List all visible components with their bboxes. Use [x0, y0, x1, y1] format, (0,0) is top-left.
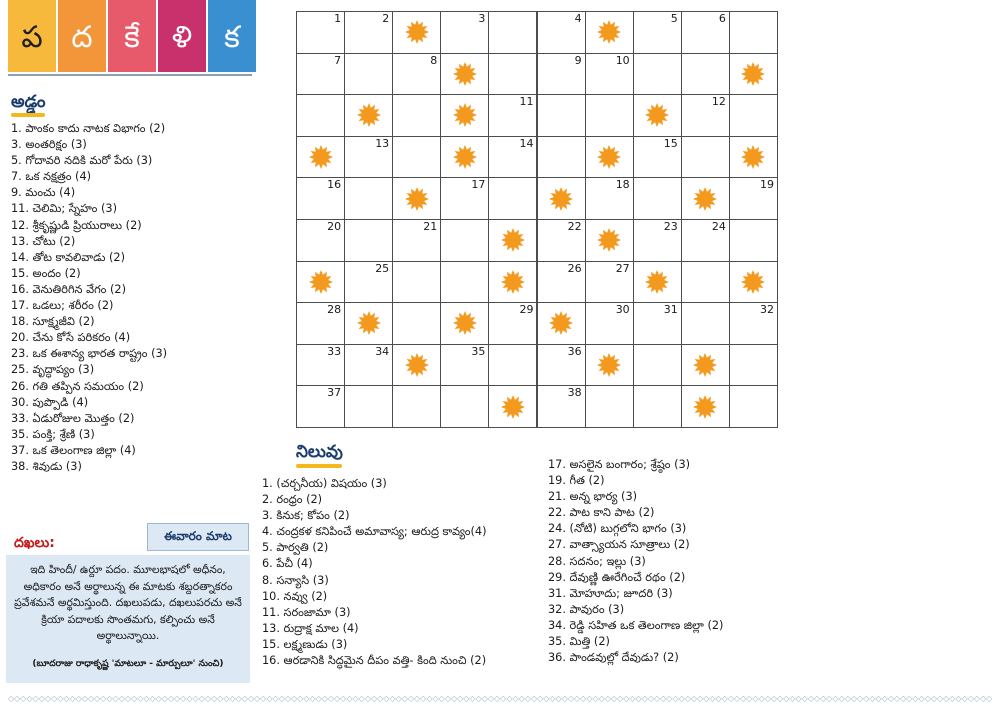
sun-star-icon: [549, 311, 573, 335]
grid-cell[interactable]: [537, 344, 586, 387]
grid-cell[interactable]: [681, 219, 730, 262]
title-tile: ప: [8, 0, 56, 72]
blocked-cell: [585, 219, 634, 262]
grid-cell[interactable]: [392, 94, 441, 137]
grid-cell[interactable]: [344, 11, 393, 54]
cell-number: 30: [615, 303, 630, 317]
sun-star-icon: [597, 353, 621, 377]
clue-item: 31. మోహూదు; జూదరి (3): [548, 586, 673, 600]
clue-item: 6. పేచీ (4): [262, 557, 313, 571]
clue-item: 11. సరంజామా (3): [262, 605, 351, 619]
cell-number: 33: [327, 344, 342, 358]
sun-star-icon: [597, 145, 621, 169]
cell-number: 27: [615, 261, 630, 275]
clue-item: 3. అంతరిక్షం (3): [11, 138, 87, 152]
clue-item: 34. రెడ్డి సహిత ఒక తెలంగాణ జిల్లా (2): [548, 618, 724, 632]
grid-cell[interactable]: [344, 344, 393, 387]
grid-cell[interactable]: [488, 94, 537, 137]
cell-number: 22: [567, 220, 582, 233]
grid-cell[interactable]: [633, 136, 682, 179]
grid-cell[interactable]: [296, 53, 345, 96]
sun-star-icon: [741, 270, 765, 294]
cell-number: 4: [574, 12, 582, 25]
cell-number: 19: [759, 178, 774, 192]
grid-cell[interactable]: [633, 302, 682, 345]
cell-number: 26: [567, 261, 582, 275]
decorative-bottom-border: ◇◇◇◇◇◇◇◇◇◇◇◇◇◇◇◇◇◇◇◇◇◇◇◇◇◇◇◇◇◇◇◇◇◇◇◇◇◇◇◇◇◇◇◇◇◇◇◇◇◇◇◇◇◇◇◇◇◇◇◇◇◇◇◇◇◇◇◇◇◇◇◇◇◇◇◇◇◇◇◇◇◇◇◇◇◇◇◇◇◇◇◇◇◇◇◇◇◇◇◇◇◇◇◇◇◇◇◇◇◇◇◇◇◇◇◇◇◇◇◇◇◇◇◇◇◇◇◇◇◇◇◇◇◇◇◇◇◇◇◇◇◇◇◇◇◇◇◇◇◇◇◇◇◇◇◇◇◇◇◇: [8, 694, 992, 703]
grid-cell[interactable]: [729, 385, 778, 428]
cell-number: 20: [327, 220, 342, 233]
clue-item: 38. శివుడు (3): [11, 459, 82, 473]
grid-cell[interactable]: [633, 385, 682, 428]
cell-number: 17: [471, 178, 486, 192]
clue-item: 19. గీత (2): [548, 474, 605, 488]
grid-cell[interactable]: [633, 219, 682, 262]
clue-item: 8. సన్యాసి (3): [262, 573, 329, 587]
clue-item: 5. గోదావరి నదికి మరో పేరు (3): [11, 154, 153, 168]
clue-item: 14. తోట కావలివాడు (2): [11, 250, 126, 264]
word-box-title: దఖలు:: [14, 535, 55, 551]
grid-cell[interactable]: [537, 11, 586, 54]
clue-item: 30. పుప్పొడి (4): [11, 395, 89, 409]
cell-number: 9: [574, 53, 582, 67]
grid-cell[interactable]: [537, 385, 586, 428]
down-clue-list-2: [548, 457, 723, 666]
grid-cell[interactable]: [729, 219, 778, 262]
across-heading: అడ్డం: [11, 92, 46, 112]
grid-cell[interactable]: [585, 385, 634, 428]
blocked-cell: [440, 94, 489, 137]
word-box-tab: ఈవారం మాట: [147, 523, 249, 551]
grid-cell[interactable]: [296, 219, 345, 262]
sun-star-icon: [453, 62, 477, 86]
cell-number: 6: [718, 12, 726, 25]
clue-item: 1. (చర్చనీయ) విషయం (3): [262, 477, 387, 490]
grid-cell[interactable]: [729, 344, 778, 387]
clue-item: 15. లక్ష్మణుడు (3): [262, 637, 348, 651]
grid-cell[interactable]: [488, 53, 537, 96]
blocked-cell: [488, 261, 537, 304]
clue-item: 25. వృద్ధాప్యం (3): [11, 363, 95, 377]
word-box-text: ఇది హిందీ/ ఉర్దూ పదం. మూలభాషలో అధీనం, అధికారం అనే అర్థాలున్న ఈ మాటకు శబ్దరత్నాకరం ప్రవేశమనే అర్థమిస్తుంది. దఖలుపడు, దఖలుపరచు అనే క్రియా పదాలకు సొంతమగు, కల్పించు అనే అర్థాలున్నాయి.: [14, 563, 242, 642]
clue-item: 17. అసలైన బంగారం; శ్రేష్ఠం (3): [548, 458, 691, 471]
blocked-cell: [585, 344, 634, 387]
clue-item: 26. గతి తప్పిన సమయం (2): [11, 379, 144, 393]
grid-cell[interactable]: [344, 385, 393, 428]
grid-cell[interactable]: [633, 344, 682, 387]
sun-star-icon: [309, 270, 333, 294]
clue-item: 29. దేవుణ్ణి ఊరేగించే రథం (2): [548, 570, 686, 584]
clue-item: 23. ఒక ఈశాన్య భారత రాష్ట్రం (3): [11, 347, 168, 361]
blocked-cell: [633, 94, 682, 137]
grid-cell[interactable]: [681, 261, 730, 304]
blocked-cell: [681, 177, 730, 220]
grid-cell[interactable]: [296, 177, 345, 220]
grid-cell[interactable]: [729, 302, 778, 345]
grid-cell[interactable]: [633, 53, 682, 96]
cell-number: 24: [711, 220, 726, 233]
grid-cell[interactable]: [344, 53, 393, 96]
grid-cell[interactable]: [537, 53, 586, 96]
blocked-cell: [585, 11, 634, 54]
cell-number: 38: [567, 386, 582, 400]
sun-star-icon: [309, 145, 333, 169]
sun-star-icon: [693, 353, 717, 377]
cell-number: 32: [759, 303, 774, 317]
grid-cell[interactable]: [537, 136, 586, 179]
sun-star-icon: [501, 395, 525, 419]
clue-item: 27. వాత్స్యాయన సూత్రాలు (2): [548, 538, 690, 552]
grid-cell[interactable]: [440, 177, 489, 220]
clue-item: 4. చంద్రకళ కనిపించే అమావాస్య; ఆరుద్ర కావ్యం(4): [262, 525, 487, 539]
cell-number: 8: [430, 53, 438, 67]
blocked-cell: [344, 302, 393, 345]
grid-cell[interactable]: [344, 261, 393, 304]
blocked-cell: [729, 53, 778, 96]
blocked-cell: [729, 261, 778, 304]
across-clue-list: [11, 121, 167, 475]
clue-item: 3. కినుక; కోపం (2): [262, 509, 350, 523]
grid-cell[interactable]: [488, 136, 537, 179]
grid-cell[interactable]: [392, 385, 441, 428]
clue-item: 28. సదనం; ఇల్లు (3): [548, 554, 646, 568]
blocked-cell: [392, 11, 441, 54]
cell-number: 28: [327, 303, 342, 317]
blocked-cell: [488, 219, 537, 262]
grid-cell[interactable]: [681, 136, 730, 179]
grid-cell[interactable]: [392, 219, 441, 262]
cell-number: 1: [334, 12, 342, 25]
grid-cell[interactable]: [681, 11, 730, 54]
grid-cell[interactable]: [344, 136, 393, 179]
clue-item: 22. పాట కాని పాట (2): [548, 506, 655, 520]
clue-item: 36. పాండవుల్లో దేవుడు? (2): [548, 651, 679, 665]
sun-star-icon: [501, 228, 525, 252]
sun-star-icon: [357, 103, 381, 127]
blocked-cell: [681, 385, 730, 428]
word-box-citation: (బూదరాజు రాధాకృష్ణ 'మాటలూ - మార్పులూ' నుంచి): [32, 659, 224, 669]
clue-item: 20. చేను కోసే పరికరం (4): [11, 331, 131, 345]
clue-item: 18. సూక్ష్మజీవి (2): [11, 315, 95, 329]
sun-star-icon: [405, 187, 429, 211]
sun-star-icon: [693, 187, 717, 211]
clue-item: 5. పార్వతి (2): [262, 541, 329, 555]
grid-cell[interactable]: [488, 11, 537, 54]
cell-number: 5: [670, 12, 678, 25]
blocked-cell: [440, 136, 489, 179]
grid-cell[interactable]: [440, 11, 489, 54]
cell-number: 11: [519, 95, 534, 109]
clue-item: 35. మిత్తి (2): [548, 635, 610, 649]
sun-star-icon: [693, 395, 717, 419]
clue-item: 7. ఒక నక్షత్రం (4): [11, 170, 92, 184]
grid-cell[interactable]: [633, 177, 682, 220]
cell-number: 18: [615, 178, 630, 192]
blocked-cell: [537, 302, 586, 345]
down-heading-underline: [296, 464, 342, 468]
clue-item: 32. పావురం (3): [548, 602, 625, 616]
clue-item: 17. ఒడలు; శరీరం (2): [11, 299, 114, 313]
grid-cell[interactable]: [488, 177, 537, 220]
grid-cell[interactable]: [296, 11, 345, 54]
clue-item: 9. మంచు (4): [11, 186, 76, 200]
grid-cell[interactable]: [392, 302, 441, 345]
grid-cell[interactable]: [537, 94, 586, 137]
cell-number: 37: [327, 386, 342, 400]
clue-item: 1. పాంకం కాదు నాటక విభాగం (2): [11, 122, 166, 135]
grid-cell[interactable]: [585, 302, 634, 345]
grid-cell[interactable]: [488, 344, 537, 387]
blocked-cell: [440, 53, 489, 96]
blocked-cell: [585, 136, 634, 179]
sun-star-icon: [741, 145, 765, 169]
title-tiles: [8, 0, 258, 72]
cell-number: 10: [615, 53, 630, 67]
sun-star-icon: [501, 270, 525, 294]
sun-star-icon: [597, 20, 621, 44]
grid-cell[interactable]: [729, 11, 778, 54]
cell-number: 7: [334, 53, 342, 67]
cell-number: 21: [423, 220, 438, 233]
grid-cell[interactable]: [440, 385, 489, 428]
grid-cell[interactable]: [392, 53, 441, 96]
clue-item: 37. ఒక తెలంగాణ జిల్లా (4): [11, 443, 136, 457]
clue-item: 12. శ్రీకృష్ణుడి ప్రియురాలు (2): [11, 218, 142, 232]
clue-item: 16. వెనుతిరిగిన వేగం (2): [11, 282, 127, 296]
grid-cell[interactable]: [585, 261, 634, 304]
blocked-cell: [296, 261, 345, 304]
grid-cell[interactable]: [488, 302, 537, 345]
grid-cell[interactable]: [681, 94, 730, 137]
grid-cell[interactable]: [729, 94, 778, 137]
grid-cell[interactable]: [440, 344, 489, 387]
grid-cell[interactable]: [440, 219, 489, 262]
sun-star-icon: [741, 62, 765, 86]
blocked-cell: [296, 136, 345, 179]
cell-number: 36: [567, 344, 582, 358]
grid-cell[interactable]: [633, 11, 682, 54]
clue-item: 33. ఏడురోజుల మొత్తం (2): [11, 411, 135, 425]
clue-item: 10. నవ్వు (2): [262, 589, 328, 603]
grid-cell[interactable]: [392, 136, 441, 179]
blocked-cell: [392, 344, 441, 387]
grid-cell[interactable]: [392, 261, 441, 304]
sun-star-icon: [405, 20, 429, 44]
blocked-cell: [537, 177, 586, 220]
grid-cell[interactable]: [729, 177, 778, 220]
cell-number: 35: [471, 344, 486, 358]
cell-number: 34: [375, 344, 390, 358]
sun-star-icon: [645, 270, 669, 294]
sun-star-icon: [453, 311, 477, 335]
down-heading: నిలువు: [296, 442, 343, 462]
sun-star-icon: [357, 311, 381, 335]
clue-item: 13. చోటు (2): [11, 234, 76, 248]
sun-star-icon: [645, 103, 669, 127]
grid-cell[interactable]: [585, 53, 634, 96]
grid-cell[interactable]: [296, 302, 345, 345]
cell-number: 23: [663, 220, 678, 233]
grid-cell[interactable]: [344, 219, 393, 262]
sun-star-icon: [453, 103, 477, 127]
clue-item: 21. అన్న భార్య (3): [548, 490, 638, 504]
clue-item: 2. రంధ్రం (2): [262, 493, 323, 507]
grid-cell[interactable]: [296, 385, 345, 428]
sun-star-icon: [453, 145, 477, 169]
blocked-cell: [729, 136, 778, 179]
cell-number: 31: [663, 303, 678, 317]
clue-item: 11. చెలిమి; స్నేహం (3): [11, 202, 117, 216]
grid-cell[interactable]: [681, 302, 730, 345]
grid-cell[interactable]: [537, 219, 586, 262]
blocked-cell: [488, 385, 537, 428]
down-clue-list-1: [262, 476, 487, 669]
grid-cell[interactable]: [440, 261, 489, 304]
grid-cell[interactable]: [585, 177, 634, 220]
clue-item: 13. రుద్రాక్ష మాల (4): [262, 621, 359, 635]
clue-item: 24. (నోటి) బుగ్గలోని భాగం (3): [548, 522, 687, 536]
title-tile: క: [208, 0, 256, 72]
title-divider: [8, 74, 252, 76]
cell-number: 29: [519, 303, 534, 317]
title-tile: ళి: [158, 0, 206, 72]
blocked-cell: [440, 302, 489, 345]
grid-cell[interactable]: [537, 261, 586, 304]
blocked-cell: [392, 177, 441, 220]
cell-number: 25: [375, 261, 390, 275]
title-tile: ద: [58, 0, 106, 72]
grid-cell[interactable]: [585, 94, 634, 137]
blocked-cell: [633, 261, 682, 304]
grid-cell[interactable]: [344, 177, 393, 220]
blocked-cell: [681, 344, 730, 387]
cell-number: 12: [711, 95, 726, 109]
sun-star-icon: [597, 228, 621, 252]
cell-number: 15: [663, 136, 678, 150]
cell-number: 16: [327, 178, 342, 192]
grid-cell[interactable]: [296, 94, 345, 137]
grid-cell[interactable]: [296, 344, 345, 387]
grid-cell[interactable]: [681, 53, 730, 96]
crossword-grid: [296, 11, 777, 427]
sun-star-icon: [405, 353, 429, 377]
clue-item: 15. అందం (2): [11, 266, 81, 280]
sun-star-icon: [549, 187, 573, 211]
title-tile: కే: [108, 0, 156, 72]
cell-number: 3: [478, 12, 486, 25]
clue-item: 16. ఆరడానికి సిద్ధమైన దీపం వత్తి- కింది నుంచి (2): [262, 654, 487, 668]
cell-number: 13: [375, 136, 390, 150]
across-heading-underline: [11, 113, 45, 117]
cell-number: 2: [382, 12, 390, 25]
blocked-cell: [344, 94, 393, 137]
clue-item: 35. పంక్తి; శ్రేణి (3): [11, 427, 95, 441]
cell-number: 14: [519, 136, 534, 150]
